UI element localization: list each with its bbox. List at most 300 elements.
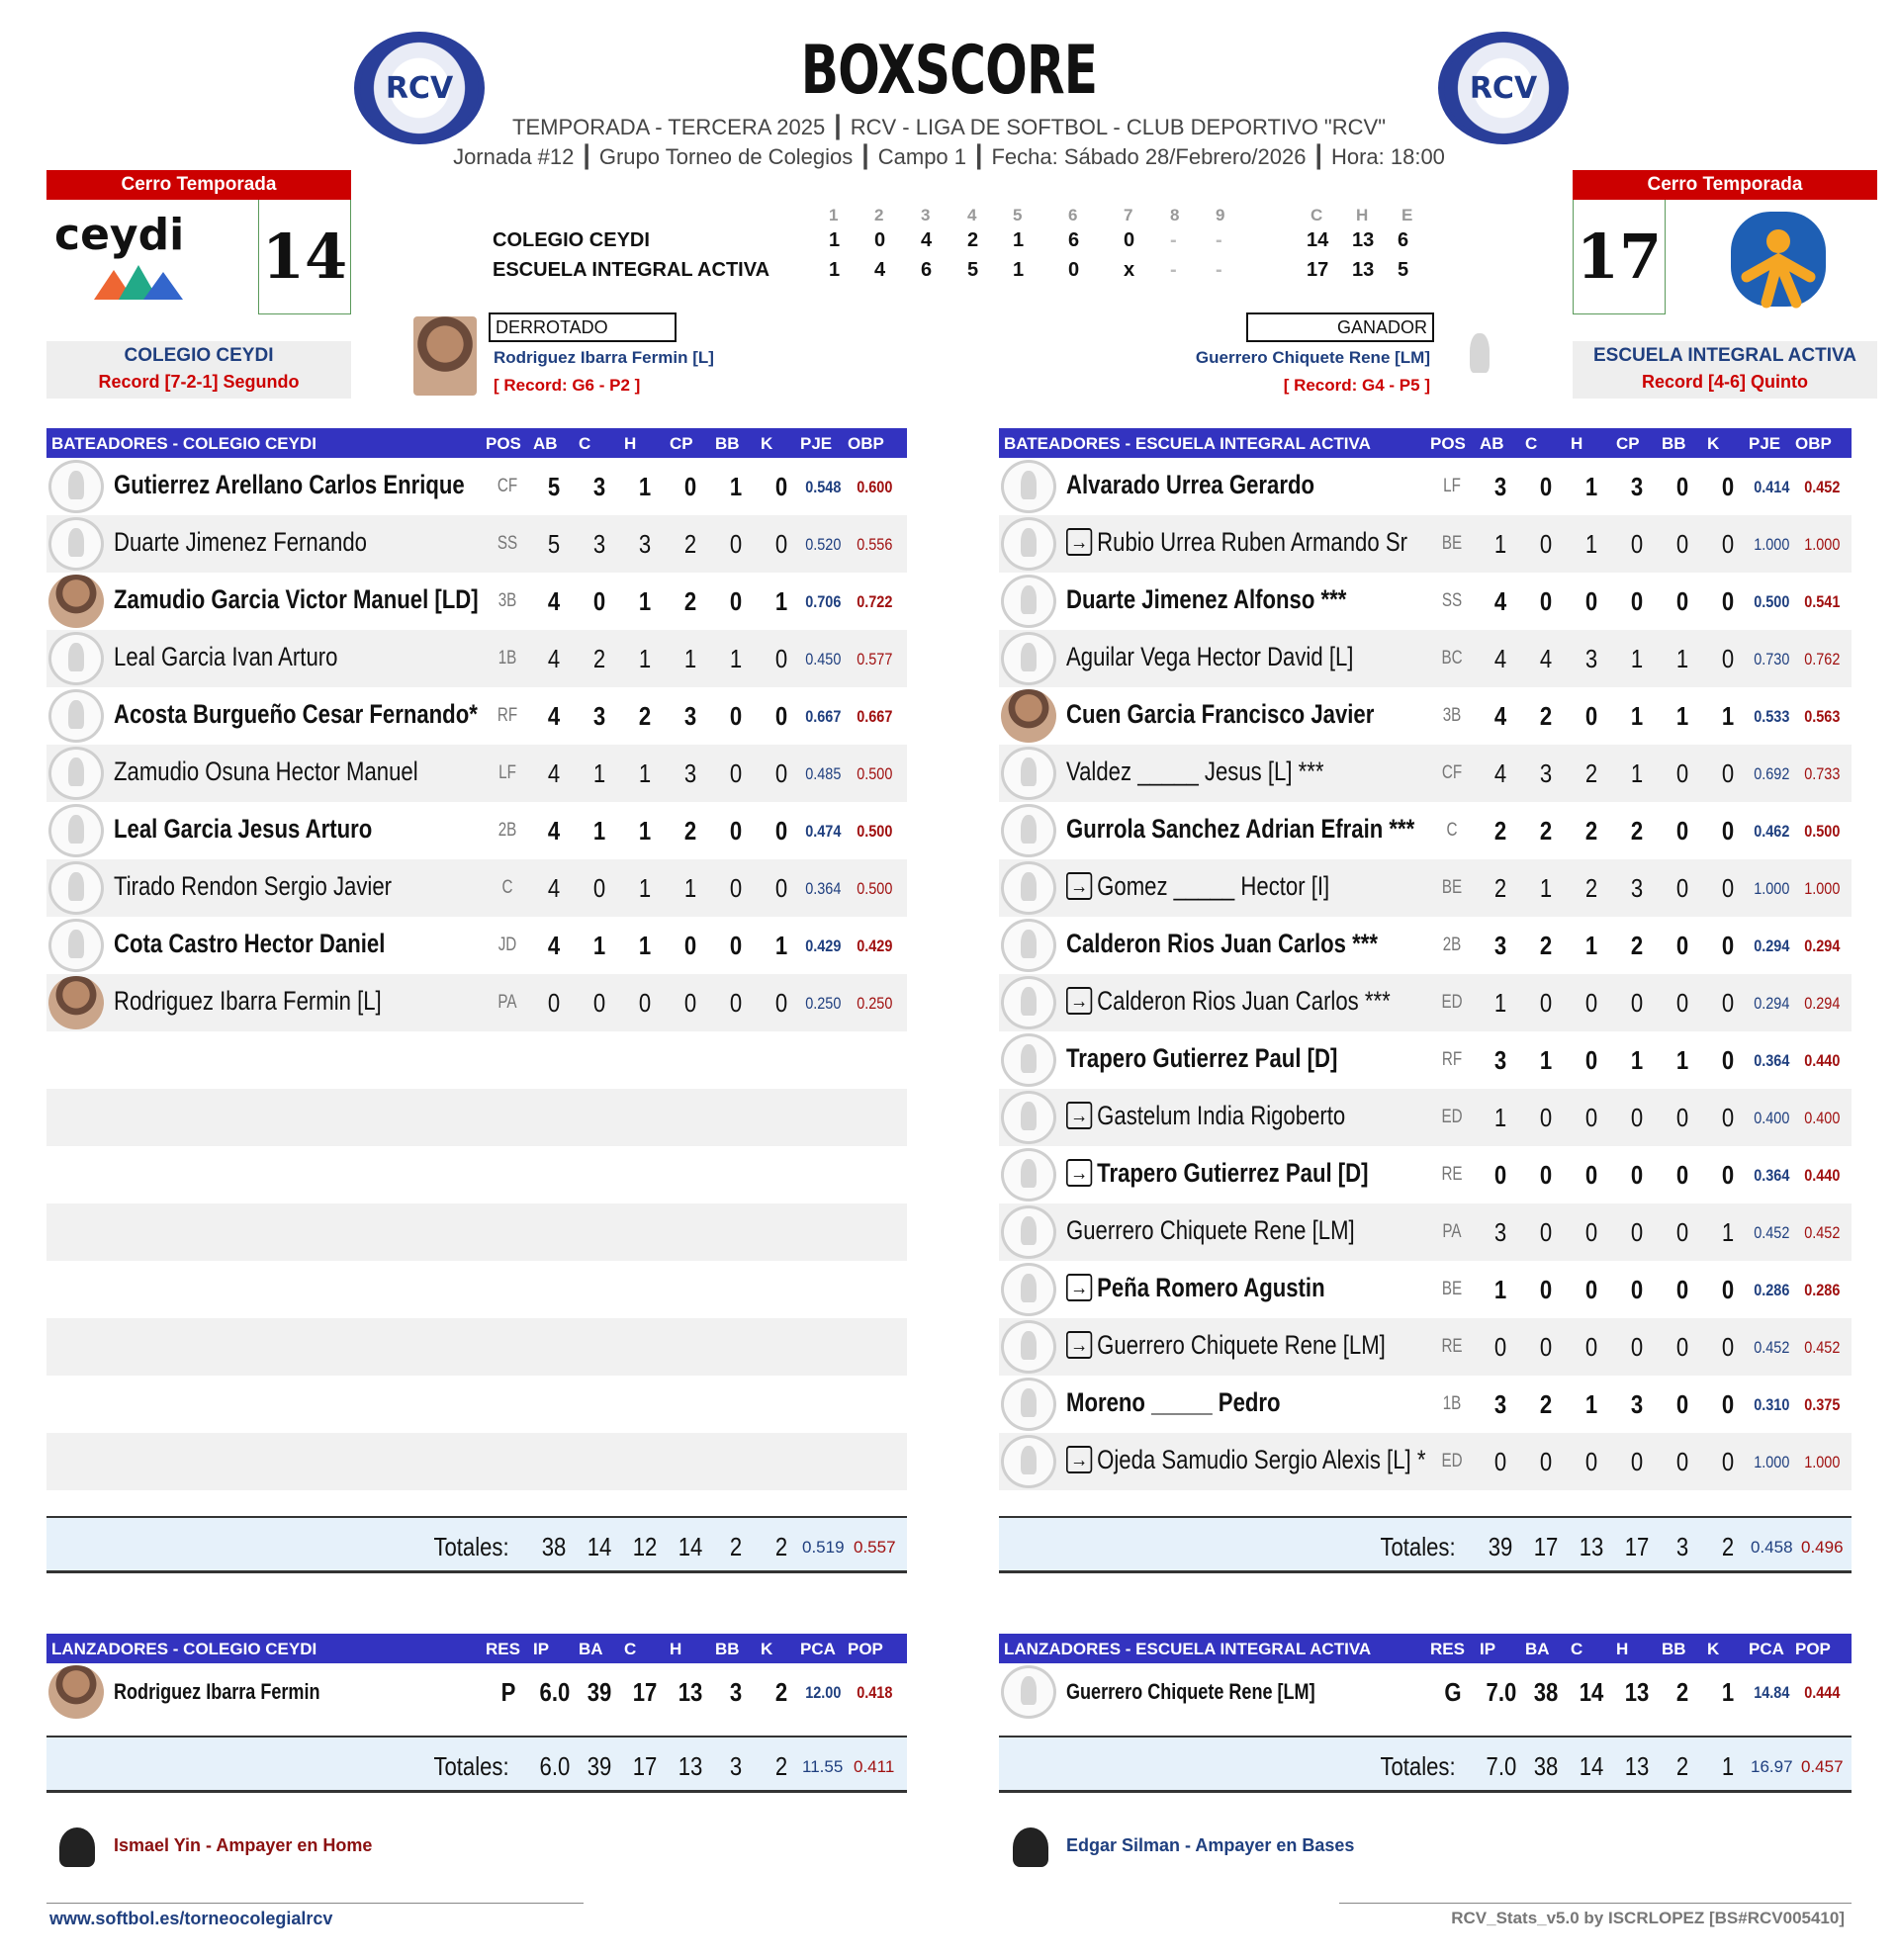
stat-h: 1 (638, 472, 652, 501)
table-header-col: H (670, 1640, 682, 1658)
stat-ab: 1 (1493, 1103, 1507, 1132)
stat-pje: 0.692 (1754, 764, 1790, 783)
stat-ab: 2 (1493, 816, 1507, 846)
table-row (999, 630, 1852, 687)
stat-h: 0 (1584, 1045, 1598, 1075)
stat-bb: 0 (729, 988, 743, 1018)
stat-obp: 0.440 (1804, 1166, 1841, 1185)
pitcher-row (46, 1663, 907, 1721)
stat-pje: 0.452 (1754, 1223, 1790, 1242)
home-logo-text: ceydi (54, 210, 185, 260)
player-name-text: Rodriguez Ibarra Fermin [L] (114, 986, 382, 1016)
linescore-header-label: 1 (829, 206, 839, 224)
table-header-col: PJE (1749, 434, 1781, 453)
footer-divider-left (46, 1903, 584, 1904)
stat-k: 0 (1721, 1332, 1735, 1362)
stat-k: 0 (1721, 529, 1735, 559)
linescore-team: COLEGIO CEYDI (493, 229, 650, 251)
total-c: 14 (587, 1532, 612, 1561)
substitute-arrow-icon: → (1066, 872, 1092, 900)
table-header-col: AB (533, 434, 558, 453)
player-name-text: Leal Garcia Jesus Arturo (114, 814, 373, 844)
table-row (999, 573, 1852, 630)
home-score: 14 (258, 200, 351, 314)
player-name-text: Guerrero Chiquete Rene [LM] (1097, 1330, 1386, 1360)
stat-h: 0 (1584, 1275, 1598, 1304)
player-name[interactable] (1066, 814, 1414, 845)
player-name[interactable] (114, 584, 479, 615)
player-name-text: Gurrola Sanchez Adrian Efrain *** (1066, 814, 1415, 844)
player-position: BC (1441, 648, 1463, 668)
linescore-header-label: 6 (1068, 206, 1078, 224)
total-ba: 39 (587, 1751, 612, 1781)
stat-pje: 0.548 (805, 478, 842, 496)
linescore-inning-value: x (1124, 259, 1135, 281)
totals-row (999, 1736, 1852, 1793)
stat-ab: 1 (1493, 988, 1507, 1018)
player-name-text: Rubio Urrea Ruben Armando Sr (1097, 527, 1407, 557)
table-row (999, 1261, 1852, 1318)
player-position: RF (1441, 1049, 1463, 1070)
player-position: 3B (497, 590, 517, 611)
stat-pje: 0.286 (1754, 1281, 1790, 1299)
home-batters-table (46, 428, 907, 1561)
stat-cp: 0 (1630, 1275, 1644, 1304)
substitute-arrow-icon: → (1066, 1331, 1092, 1359)
player-position: PA (497, 992, 517, 1013)
stat-obp: 0.556 (857, 535, 893, 554)
stat-obp: 0.577 (857, 650, 893, 668)
table-header-title: BATEADORES - COLEGIO CEYDI (51, 434, 316, 453)
linescore-inning-value: - (1216, 229, 1222, 251)
stat-bb: 1 (1675, 701, 1689, 731)
empty-row (46, 1031, 907, 1089)
stat-ab: 2 (1493, 873, 1507, 903)
stat-pje: 0.364 (805, 879, 842, 898)
player-name[interactable] (1066, 470, 1314, 500)
total-cp: 17 (1624, 1532, 1650, 1561)
stat-cp: 0 (1630, 988, 1644, 1018)
player-name[interactable] (1066, 1330, 1386, 1361)
linescore-header-label: 3 (921, 206, 931, 224)
player-name-text: Acosta Burgueño Cesar Fernando* (114, 699, 478, 729)
linescore-header (874, 204, 883, 226)
player-position: ED (1441, 1451, 1463, 1471)
table-row (999, 1433, 1852, 1490)
stat-pje: 0.520 (805, 535, 842, 554)
stat-c: 0 (1539, 1332, 1553, 1362)
total-pje: 0.458 (1751, 1538, 1793, 1557)
player-placeholder-icon (1001, 1320, 1056, 1374)
player-position: SS (1441, 590, 1463, 611)
linescore-header (1216, 204, 1224, 226)
table-row (999, 1376, 1852, 1433)
total-pop: 0.411 (854, 1757, 895, 1776)
player-position: ED (1441, 992, 1463, 1013)
total-pca: 16.97 (1751, 1757, 1793, 1776)
stat-k: 0 (774, 529, 788, 559)
table-row (46, 859, 907, 917)
table-row (999, 1089, 1852, 1146)
player-position: C (501, 877, 513, 898)
stat-bb: 0 (729, 931, 743, 960)
stat-h: 0 (1584, 586, 1598, 616)
stat-cp: 0 (1630, 1160, 1644, 1190)
winner-label: GANADOR (1246, 312, 1434, 342)
player-name[interactable] (114, 527, 367, 558)
stat-ab: 4 (547, 931, 561, 960)
player-name-text: Duarte Jimenez Alfonso *** (1066, 584, 1347, 614)
table-header-col: POP (848, 1640, 883, 1658)
stat-ab: 4 (1493, 586, 1507, 616)
away-team-name-box (1573, 341, 1877, 399)
stat-ab: 3 (1493, 1217, 1507, 1247)
stat-h: 2 (1584, 758, 1598, 788)
stat-obp: 0.563 (1804, 707, 1841, 726)
total-bb: 3 (1675, 1532, 1689, 1561)
total-c: 17 (1533, 1532, 1559, 1561)
stat-pje: 0.364 (1754, 1166, 1790, 1185)
table-header-col: K (761, 434, 773, 453)
stat-ab: 4 (1493, 758, 1507, 788)
player-name-text: Aguilar Vega Hector David [L] (1066, 642, 1354, 671)
table-header-title: BATEADORES - ESCUELA INTEGRAL ACTIVA (1004, 434, 1371, 453)
stat-cp: 3 (1630, 472, 1644, 501)
table-header-col: C (1525, 434, 1538, 453)
player-name-text: Trapero Gutierrez Paul [D] (1097, 1158, 1369, 1188)
player-name[interactable] (114, 929, 385, 959)
stat-res: P (500, 1677, 516, 1707)
player-position: RE (1441, 1336, 1463, 1357)
player-name[interactable] (1066, 871, 1329, 902)
total-obp: 0.557 (854, 1538, 896, 1557)
pitcher-name-text: Rodriguez Ibarra Fermin (114, 1679, 320, 1704)
table-header-col: POS (486, 434, 521, 453)
player-name[interactable] (1066, 699, 1374, 730)
linescore-inning-value: 1 (829, 229, 841, 251)
player-name[interactable] (1066, 757, 1324, 787)
stat-ba: 39 (587, 1677, 612, 1707)
home-team-logo (54, 210, 193, 309)
linescore-header-label: H (1356, 206, 1369, 224)
away-team-logo (1727, 208, 1830, 311)
stat-ab: 4 (547, 816, 561, 846)
player-placeholder-icon (1001, 976, 1056, 1029)
stat-bb: 0 (1675, 1332, 1689, 1362)
stat-c: 1 (592, 816, 606, 846)
player-name[interactable] (1066, 986, 1391, 1017)
player-name-text: Valdez _____ Jesus [L] *** (1066, 757, 1324, 786)
footer-link[interactable]: www.softbol.es/torneocolegialrcv (49, 1909, 333, 1928)
player-name[interactable] (1066, 1101, 1345, 1131)
stat-obp: 0.294 (1804, 936, 1841, 955)
stat-obp: 1.000 (1804, 879, 1841, 898)
player-placeholder-icon (1001, 517, 1056, 571)
player-placeholder-icon (1001, 1435, 1056, 1488)
pitcher-name[interactable] (114, 1679, 320, 1705)
game-subtitle: Jornada #12 ┃ Grupo Torneo de Colegios ┃ Campo 1 ┃ Fecha: Sábado 28/Febrero/2026 ┃ Hora: 18:00 (453, 144, 1445, 169)
linescore-inning-value: 0 (1068, 259, 1080, 281)
stat-ab: 0 (1493, 1160, 1507, 1190)
player-position: 1B (1442, 1393, 1462, 1414)
stat-ab: 0 (1493, 1332, 1507, 1362)
player-name[interactable] (114, 757, 418, 787)
home-team-box (46, 170, 351, 316)
stat-h: 0 (1584, 988, 1598, 1018)
linescore-inning-value: 4 (874, 259, 886, 281)
player-placeholder-icon (48, 460, 104, 513)
player-name[interactable] (114, 986, 382, 1017)
linescore-header-label: E (1401, 206, 1413, 224)
stat-obp: 0.400 (1804, 1109, 1841, 1127)
away-score: 17 (1573, 200, 1666, 314)
total-pje: 0.519 (802, 1538, 845, 1557)
stat-obp: 0.500 (857, 764, 893, 783)
stat-pje: 0.706 (805, 592, 842, 611)
stat-cp: 2 (683, 586, 697, 616)
stat-k: 2 (774, 1677, 788, 1707)
stat-cp: 0 (1630, 1103, 1644, 1132)
rcv-logo-text: RCV (385, 70, 454, 106)
linescore-inning-value: 1 (829, 259, 841, 281)
table-header-col: H (624, 434, 637, 453)
stat-ab: 3 (1493, 472, 1507, 501)
player-position: RF (497, 705, 518, 726)
stat-pje: 0.250 (805, 994, 842, 1013)
empty-row (46, 1261, 907, 1318)
linescore-inning-value: 0 (874, 229, 886, 251)
player-name[interactable] (1066, 584, 1346, 615)
table-header-col: AB (1480, 434, 1504, 453)
player-name[interactable] (1066, 1445, 1425, 1475)
stat-pca: 14.84 (1754, 1683, 1790, 1702)
stat-h: 1 (638, 816, 652, 846)
player-name-text: Calderon Rios Juan Carlos *** (1066, 929, 1378, 958)
linescore-header (967, 204, 976, 226)
stat-cp: 3 (683, 701, 697, 731)
pitcher-row (999, 1663, 1852, 1721)
linescore-header (1068, 204, 1077, 226)
stat-h: 0 (1584, 1217, 1598, 1247)
linescore-header (1124, 204, 1132, 226)
stat-pje: 0.500 (1754, 592, 1790, 611)
player-name[interactable] (114, 871, 392, 902)
table-row (999, 1031, 1852, 1089)
table-row (999, 458, 1852, 515)
stat-h: 1 (638, 758, 652, 788)
total-bb: 2 (1675, 1751, 1689, 1781)
stat-obp: 0.500 (1804, 822, 1841, 841)
stat-pje: 0.414 (1754, 478, 1790, 496)
footer-version: RCV_Stats_v5.0 by ISCRLOPEZ [BS#RCV005410] (1451, 1909, 1845, 1927)
table-row (999, 802, 1852, 859)
player-name[interactable] (1066, 1215, 1355, 1246)
player-name[interactable] (1066, 527, 1407, 558)
loser-record: [ Record: G6 - P2 ] (494, 376, 641, 395)
linescore-header-label: 4 (967, 206, 977, 224)
stat-obp: 0.294 (1804, 994, 1841, 1013)
player-name[interactable] (1066, 1158, 1369, 1189)
home-team-record: Record [7-2-1] Segundo (98, 372, 300, 392)
player-placeholder-icon (1001, 804, 1056, 857)
stat-c: 0 (592, 988, 606, 1018)
table-row (46, 745, 907, 802)
stat-pop: 0.444 (1804, 1683, 1841, 1702)
linescore-header-label: 5 (1013, 206, 1023, 224)
stat-h: 2 (638, 701, 652, 731)
stat-bb: 1 (729, 472, 743, 501)
stat-c: 3 (592, 701, 606, 731)
table-header-col: OBP (848, 434, 884, 453)
stat-c: 0 (1539, 586, 1553, 616)
stat-k: 0 (1721, 931, 1735, 960)
stat-cp: 1 (1630, 758, 1644, 788)
stat-c: 17 (632, 1677, 658, 1707)
player-name-text: Gomez _____ Hector [I] (1097, 871, 1330, 901)
player-name[interactable] (1066, 1273, 1325, 1303)
player-name[interactable] (1066, 1387, 1281, 1418)
table-header-col: PCA (1749, 1640, 1784, 1658)
player-name-text: Zamudio Garcia Victor Manuel [LD] (114, 584, 479, 614)
table-header-col: K (761, 1640, 773, 1658)
stat-h: 0 (1584, 701, 1598, 731)
stat-k: 1 (774, 586, 788, 616)
stat-pje: 1.000 (1754, 535, 1790, 554)
table-header-title: LANZADORES - COLEGIO CEYDI (51, 1640, 317, 1658)
stat-cp: 2 (1630, 931, 1644, 960)
player-name-text: Trapero Gutierrez Paul [D] (1066, 1043, 1338, 1073)
stat-bb: 1 (729, 644, 743, 673)
stat-k: 1 (1721, 1217, 1735, 1247)
stat-cp: 0 (683, 472, 697, 501)
stat-c: 3 (1539, 758, 1553, 788)
linescore-inning-value: - (1170, 259, 1177, 281)
substitute-arrow-icon: → (1066, 1274, 1092, 1301)
stat-h: 0 (1584, 1160, 1598, 1190)
linescore-header (1311, 204, 1322, 226)
player-placeholder-icon (1001, 1263, 1056, 1316)
stat-pje: 0.450 (805, 650, 842, 668)
stat-ba: 38 (1533, 1677, 1559, 1707)
stat-obp: 0.722 (857, 592, 893, 611)
winner-silhouette-icon (1450, 322, 1509, 388)
pitcher-name[interactable] (1066, 1679, 1315, 1705)
total-ab: 38 (541, 1532, 567, 1561)
home-pitchers-table (46, 1634, 907, 1781)
stat-bb: 0 (1675, 816, 1689, 846)
player-position: 2B (497, 820, 517, 841)
totals-row (46, 1516, 907, 1573)
stat-bb: 0 (729, 758, 743, 788)
table-header-col: C (1571, 1640, 1583, 1658)
total-k: 2 (774, 1532, 788, 1561)
table-header-col: CP (1616, 434, 1640, 453)
stat-ab: 5 (547, 472, 561, 501)
substitute-arrow-icon: → (1066, 528, 1092, 556)
player-name[interactable] (114, 470, 465, 500)
stat-bb: 0 (1675, 931, 1689, 960)
total-c: 14 (1579, 1751, 1604, 1781)
player-name[interactable] (1066, 929, 1378, 959)
totals-label: Totales: (1380, 1751, 1456, 1781)
away-cerro-label: Cerro Temporada (1573, 170, 1877, 200)
player-placeholder-icon (48, 919, 104, 972)
stat-h: 1 (638, 873, 652, 903)
total-ip: 6.0 (539, 1751, 571, 1781)
stat-obp: 0.500 (857, 822, 893, 841)
linescore-inning-value: - (1216, 259, 1222, 281)
stat-h: 2 (1584, 873, 1598, 903)
stat-k: 0 (774, 873, 788, 903)
total-h: 13 (1624, 1751, 1650, 1781)
stat-cp: 0 (1630, 586, 1644, 616)
total-h: 12 (632, 1532, 658, 1561)
table-row (46, 802, 907, 859)
stat-c: 0 (592, 586, 606, 616)
table-row (46, 573, 907, 630)
totals-label: Totales: (1380, 1532, 1456, 1561)
total-ab: 39 (1488, 1532, 1513, 1561)
total-h: 13 (678, 1751, 703, 1781)
stat-bb: 3 (729, 1677, 743, 1707)
player-name[interactable] (1066, 1043, 1337, 1074)
stat-pje: 0.667 (805, 707, 842, 726)
stat-pje: 0.310 (1754, 1395, 1790, 1414)
stat-cp: 1 (683, 644, 697, 673)
stat-c: 1 (592, 931, 606, 960)
player-placeholder-icon (1001, 632, 1056, 685)
linescore-inning-value: 2 (967, 229, 979, 251)
player-name-text: Duarte Jimenez Fernando (114, 527, 367, 557)
linescore-total-c: 17 (1307, 259, 1329, 281)
stat-c: 0 (1539, 472, 1553, 501)
stat-ab: 0 (547, 988, 561, 1018)
winner-name: Guerrero Chiquete Rene [LM] (1195, 348, 1430, 367)
stat-h: 1 (1584, 472, 1598, 501)
player-name-text: Zamudio Osuna Hector Manuel (114, 757, 418, 786)
player-name[interactable] (1066, 642, 1353, 672)
stat-pje: 0.485 (805, 764, 842, 783)
table-header-title: LANZADORES - ESCUELA INTEGRAL ACTIVA (1004, 1640, 1372, 1658)
stat-c: 1 (592, 758, 606, 788)
player-placeholder-icon (1001, 1665, 1056, 1719)
player-name[interactable] (114, 642, 337, 672)
player-position: C (1446, 820, 1458, 841)
player-name[interactable] (114, 814, 372, 845)
table-header-col: RES (486, 1640, 520, 1658)
stat-bb: 0 (1675, 1447, 1689, 1476)
stat-obp: 0.762 (1804, 650, 1841, 668)
table-header-col: BB (715, 434, 740, 453)
empty-row (46, 1146, 907, 1203)
home-cerro-label: Cerro Temporada (46, 170, 351, 200)
stat-obp: 1.000 (1804, 1453, 1841, 1471)
stat-h: 1 (1584, 931, 1598, 960)
total-c: 17 (632, 1751, 658, 1781)
player-name[interactable] (114, 699, 478, 730)
stat-bb: 2 (1675, 1677, 1689, 1707)
total-k: 1 (1721, 1751, 1735, 1781)
stat-k: 0 (1721, 816, 1735, 846)
stat-k: 0 (774, 644, 788, 673)
empty-row (46, 1376, 907, 1433)
linescore-header-label: 9 (1216, 206, 1225, 224)
substitute-arrow-icon: → (1066, 1102, 1092, 1129)
stat-c: 3 (592, 472, 606, 501)
stat-ip: 6.0 (539, 1677, 571, 1707)
total-ip: 7.0 (1486, 1751, 1517, 1781)
player-placeholder-icon (48, 861, 104, 915)
